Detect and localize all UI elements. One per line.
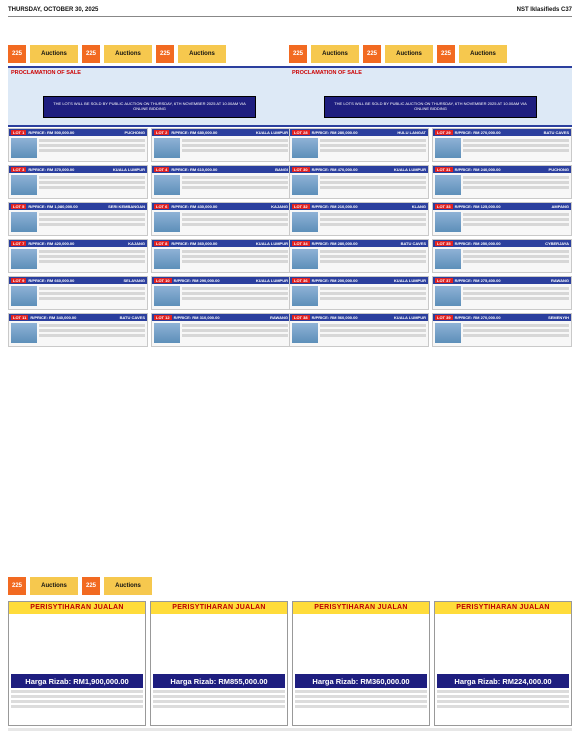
property-photo [292, 286, 318, 306]
property-photo [154, 138, 180, 158]
lot-card [8, 313, 148, 347]
reserve-price: R/PRICE: RM 340,000.00 [30, 315, 77, 320]
reserve-price: R/PRICE: RM 290,000.00 [173, 278, 220, 283]
lot-number: LOT 11 [13, 315, 27, 320]
lot-location: KUALA LUMPUR [255, 241, 288, 246]
lot-location: KAJANG [128, 241, 145, 246]
lot-card [151, 202, 291, 236]
page-header [8, 6, 572, 17]
lot-location: BATU CAVES [400, 241, 426, 246]
property-photo [435, 175, 461, 195]
lot-location: CYBERJAYA [545, 241, 569, 246]
lot-card [151, 239, 291, 273]
property-photo [154, 212, 180, 232]
lot-card [289, 128, 429, 162]
lot-number: LOT 35 [437, 241, 451, 246]
lot-number: LOT 10 [156, 278, 170, 283]
lot-number: LOT 1 [13, 130, 25, 135]
lot-number: LOT 36 [294, 278, 308, 283]
property-photo [11, 175, 37, 195]
lot-number: LOT 31 [437, 167, 451, 172]
lot-grid-right [289, 128, 572, 350]
page-label: NST Iklasifieds C37 [516, 7, 572, 13]
lot-card [289, 202, 429, 236]
lot-location: PUCHONG [124, 130, 145, 135]
reserve-price: R/PRICE: RM 250,000.00 [454, 241, 501, 246]
property-photo [292, 249, 318, 269]
proclamation-box: THE LOTS WILL BE SOLD BY PUBLIC AUCTION ON THURSDAY, 6TH NOVEMBER 2025 AT 10.00AM VIA ONLINE BIDDING [43, 96, 256, 118]
lot-card [432, 128, 572, 162]
reserve-price: Harga Rizab: RM224,000.00 [437, 674, 569, 688]
lot-location: AMPANG [551, 204, 569, 209]
lot-card [8, 165, 148, 199]
lot-location: BATU CAVES [543, 130, 569, 135]
section-number: 225 [437, 45, 455, 63]
reserve-price: R/PRICE: RM 430,000.00 [171, 204, 218, 209]
lot-card [8, 276, 148, 310]
property-photo [154, 286, 180, 306]
lot-card [151, 313, 291, 347]
lot-card [289, 165, 429, 199]
lot-card [8, 128, 148, 162]
property-photo [292, 138, 318, 158]
reserve-price: Harga Rizab: RM855,000.00 [153, 674, 285, 688]
section-label: Auctions [30, 577, 78, 595]
reserve-price: R/PRICE: RM 1,080,000.00 [28, 204, 78, 209]
reserve-price: R/PRICE: RM 200,000.00 [311, 278, 358, 283]
lot-number: LOT 32 [294, 204, 308, 209]
lot-card [151, 276, 291, 310]
proclamation-box: THE LOTS WILL BE SOLD BY PUBLIC AUCTION ON THURSDAY, 6TH NOVEMBER 2025 AT 10.00AM VIA ONLINE BIDDING [324, 96, 537, 118]
lot-location: BANGI [275, 167, 288, 172]
lot-card [432, 313, 572, 347]
lot-card [8, 202, 148, 236]
lot-number: LOT 7 [13, 241, 25, 246]
lot-number: LOT 28 [294, 130, 308, 135]
lot-card [289, 276, 429, 310]
reserve-price: R/PRICE: RM 470,000.00 [311, 167, 358, 172]
section-number: 225 [82, 45, 100, 63]
lot-location: RAWANG [270, 315, 288, 320]
lot-card [289, 313, 429, 347]
proclamation-title: PROCLAMATION OF SALE [11, 70, 81, 76]
lot-location: HULU LANGAT [397, 130, 426, 135]
page-footer [8, 728, 572, 731]
reserve-price: R/PRICE: RM 610,000.00 [171, 167, 218, 172]
reserve-price: R/PRICE: RM 420,000.00 [28, 241, 75, 246]
auction-notice [150, 601, 288, 726]
section-label: Auctions [30, 45, 78, 63]
issue-date: THURSDAY, OCTOBER 30, 2025 [8, 7, 99, 13]
property-photo [154, 175, 180, 195]
lot-number: LOT 37 [437, 278, 451, 283]
reserve-price: R/PRICE: RM 275,400.00 [454, 278, 501, 283]
section-label: Auctions [104, 577, 152, 595]
lot-number: LOT 30 [294, 167, 308, 172]
auction-notice [292, 601, 430, 726]
property-photo [11, 249, 37, 269]
lot-number: LOT 39 [437, 315, 451, 320]
lot-number: LOT 38 [294, 315, 308, 320]
notice-heading: PERISYTIHARAN JUALAN [151, 602, 287, 614]
reserve-price: Harga Rizab: RM360,000.00 [295, 674, 427, 688]
reserve-price: R/PRICE: RM 660,000.00 [28, 278, 75, 283]
proclamation-left [8, 66, 291, 127]
lot-card [432, 165, 572, 199]
reserve-price: R/PRICE: RM 310,000.00 [173, 315, 220, 320]
lot-card [432, 239, 572, 273]
lot-grid-left [8, 128, 291, 350]
property-photo [11, 212, 37, 232]
section-strip-left [8, 45, 226, 63]
property-photo [435, 323, 461, 343]
reserve-price: R/PRICE: RM 270,000.00 [454, 315, 501, 320]
lot-number: LOT 8 [156, 241, 168, 246]
section-number: 225 [8, 45, 26, 63]
lot-card [432, 202, 572, 236]
lot-location: SEMENYIH [548, 315, 569, 320]
lot-number: LOT 34 [294, 241, 308, 246]
reserve-price: R/PRICE: RM 500,000.00 [28, 130, 75, 135]
property-photo [11, 323, 37, 343]
lot-location: BATU CAVES [119, 315, 145, 320]
reserve-price: R/PRICE: RM 210,000.00 [311, 204, 358, 209]
reserve-price: Harga Rizab: RM1,900,000.00 [11, 674, 143, 688]
lot-card [151, 165, 291, 199]
property-photo [292, 323, 318, 343]
lot-location: KUALA LUMPUR [255, 278, 288, 283]
property-photo [435, 212, 461, 232]
reserve-price: R/PRICE: RM 360,000.00 [171, 241, 218, 246]
lot-number: LOT 9 [13, 278, 25, 283]
lot-location: KUALA LUMPUR [393, 278, 426, 283]
lot-card [151, 128, 291, 162]
property-photo [154, 323, 180, 343]
property-photo [435, 249, 461, 269]
section-number: 225 [363, 45, 381, 63]
property-photo [292, 212, 318, 232]
section-strip-right [289, 45, 507, 63]
auction-notice [8, 601, 146, 726]
reserve-price: R/PRICE: RM 125,000.00 [454, 204, 501, 209]
section-label: Auctions [178, 45, 226, 63]
lot-location: KUALA LUMPUR [393, 315, 426, 320]
section-label: Auctions [311, 45, 359, 63]
section-number: 225 [289, 45, 307, 63]
property-photo [435, 286, 461, 306]
lot-number: LOT 6 [156, 204, 168, 209]
lot-location: KUALA LUMPUR [393, 167, 426, 172]
lot-card [289, 239, 429, 273]
lot-card [8, 239, 148, 273]
lot-number: LOT 12 [156, 315, 170, 320]
lot-number: LOT 4 [156, 167, 168, 172]
reserve-price: R/PRICE: RM 280,000.00 [311, 241, 358, 246]
section-number: 225 [156, 45, 174, 63]
property-photo [11, 138, 37, 158]
lot-location: RAWANG [551, 278, 569, 283]
lot-location: KUALA LUMPUR [255, 130, 288, 135]
reserve-price: R/PRICE: RM 560,000.00 [311, 315, 358, 320]
lot-number: LOT 2 [156, 130, 168, 135]
proclamation-title: PROCLAMATION OF SALE [292, 70, 362, 76]
property-photo [292, 175, 318, 195]
section-number: 225 [8, 577, 26, 595]
auction-notices [8, 601, 572, 724]
reserve-price: R/PRICE: RM 370,000.00 [28, 167, 75, 172]
property-photo [11, 286, 37, 306]
lot-location: SERI KEMBANGAN [108, 204, 145, 209]
lot-location: PUCHONG [548, 167, 569, 172]
reserve-price: R/PRICE: RM 680,000.00 [171, 130, 218, 135]
lot-location: KLANG [411, 204, 426, 209]
lot-number: LOT 29 [437, 130, 451, 135]
reserve-price: R/PRICE: RM 240,000.00 [454, 167, 501, 172]
section-label: Auctions [104, 45, 152, 63]
lot-card [432, 276, 572, 310]
lot-location: KUALA LUMPUR [112, 167, 145, 172]
lot-location: SELAYANG [123, 278, 145, 283]
notice-heading: PERISYTIHARAN JUALAN [293, 602, 429, 614]
notice-heading: PERISYTIHARAN JUALAN [435, 602, 571, 614]
lot-number: LOT 5 [13, 204, 25, 209]
lot-number: LOT 33 [437, 204, 451, 209]
lot-number: LOT 3 [13, 167, 25, 172]
section-label: Auctions [459, 45, 507, 63]
bottom-section-strip [8, 574, 572, 598]
property-photo [435, 138, 461, 158]
section-number: 225 [82, 577, 100, 595]
section-label: Auctions [385, 45, 433, 63]
auction-notice [434, 601, 572, 726]
reserve-price: R/PRICE: RM 270,000.00 [454, 130, 501, 135]
property-photo [154, 249, 180, 269]
proclamation-right [289, 66, 572, 127]
lot-location: KAJANG [271, 204, 288, 209]
reserve-price: R/PRICE: RM 280,000.00 [311, 130, 358, 135]
notice-heading: PERISYTIHARAN JUALAN [9, 602, 145, 614]
